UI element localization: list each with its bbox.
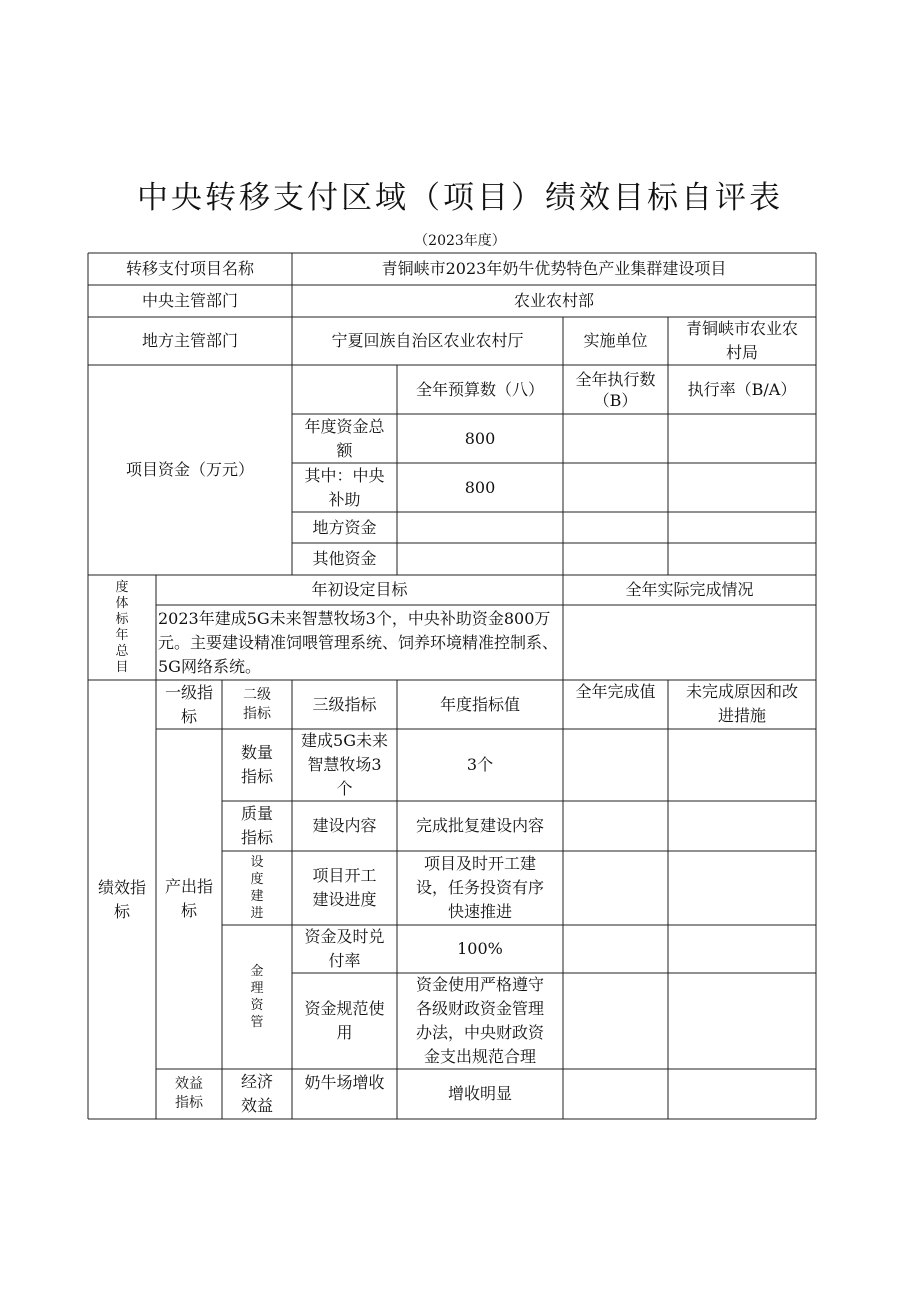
page-title: 中央转移支付区域（项目）绩效目标自评表 xyxy=(137,180,783,216)
indicator-level2: 金 理 资 管 xyxy=(250,964,264,1030)
funds-row-label: 其他资金 xyxy=(312,549,377,568)
benefit-indicator-label: 效益 指标 xyxy=(175,1076,203,1111)
header-level2: 二级 指标 xyxy=(243,686,271,722)
funds-row-label: 年度资金总 额 xyxy=(304,416,385,460)
indicator-level2: 数量 指标 xyxy=(240,743,273,786)
indicator-level3: 建成5G未来 智慧牧场3 个 xyxy=(301,731,388,798)
goals-initial-text: 2023年建成5G未来智慧牧场3个，中央补助资金800万元。主要建设精准饲喂管理系统、饲养环境精准控制系、5G网络系统。 xyxy=(158,608,559,676)
indicator-level2: 质量 指标 xyxy=(240,804,273,847)
indicator-target: 资金使用严格遵守 各级财政资金管理 办法，中央财政资 金支出规范合理 xyxy=(415,975,544,1066)
project-name-value: 青铜峡市2023年奶牛优势特色产业集群建设项目 xyxy=(381,259,727,278)
project-name-label: 转移支付项目名称 xyxy=(125,259,254,278)
local-dept-label: 地方主管部门 xyxy=(141,331,238,350)
indicators-side-label: 绩效指 标 xyxy=(97,877,146,921)
funds-row-budget: 800 xyxy=(464,477,496,497)
header-level3: 三级指标 xyxy=(312,694,377,714)
indicator-target: 3个 xyxy=(466,755,494,774)
funds-col-budget: 全年预算数（八） xyxy=(415,379,544,399)
output-indicator-label: 产出指 标 xyxy=(164,877,213,920)
indicator-level3: 资金规范使 用 xyxy=(304,999,385,1042)
indicator-level3: 奶牛场增收 xyxy=(304,1073,385,1092)
header-level1: 一级指 标 xyxy=(164,682,213,726)
indicator-target: 完成批复建设内容 xyxy=(415,816,544,835)
impl-unit-value: 青铜峡市农业农 村局 xyxy=(685,319,798,362)
header-actual: 全年完成值 xyxy=(575,682,656,701)
funds-col-exec: 全年执行数 （B） xyxy=(575,369,656,410)
indicator-level3: 建设内容 xyxy=(312,816,377,835)
goals-actual-label: 全年实际完成情况 xyxy=(625,580,754,599)
funds-row-label: 地方资金 xyxy=(312,517,377,537)
indicator-level3: 资金及时兑 付率 xyxy=(304,927,385,970)
central-dept-label: 中央主管部门 xyxy=(141,291,238,310)
indicator-target: 100% xyxy=(457,939,503,958)
indicator-target: 增收明显 xyxy=(447,1084,512,1103)
header-target: 年度指标值 xyxy=(439,694,520,714)
indicator-level2: 设 度 建 进 xyxy=(250,855,264,921)
local-dept-value: 宁夏回族自治区农业农村厅 xyxy=(331,331,524,350)
funds-col-rate: 执行率（B/A） xyxy=(687,379,797,399)
funds-label: 项目资金（万元） xyxy=(125,460,254,479)
central-dept-value: 农业农村部 xyxy=(513,291,594,310)
goals-initial-label: 年初设定目标 xyxy=(311,580,408,599)
funds-row-budget: 800 xyxy=(464,428,496,448)
header-reason: 未完成原因和改 进措施 xyxy=(685,682,798,725)
indicator-level2: 经济 效益 xyxy=(240,1072,273,1115)
funds-row-label: 其中：中央 补助 xyxy=(304,465,385,509)
year-label: （2023年度） xyxy=(414,233,506,249)
impl-unit-label: 实施单位 xyxy=(583,331,648,350)
indicator-target: 项目及时开工建 设，任务投资有序 快速推进 xyxy=(415,854,544,921)
goals-side-label: 度 体 标 年 总 目 xyxy=(115,579,129,675)
indicator-level3: 项目开工 建设进度 xyxy=(312,866,377,909)
